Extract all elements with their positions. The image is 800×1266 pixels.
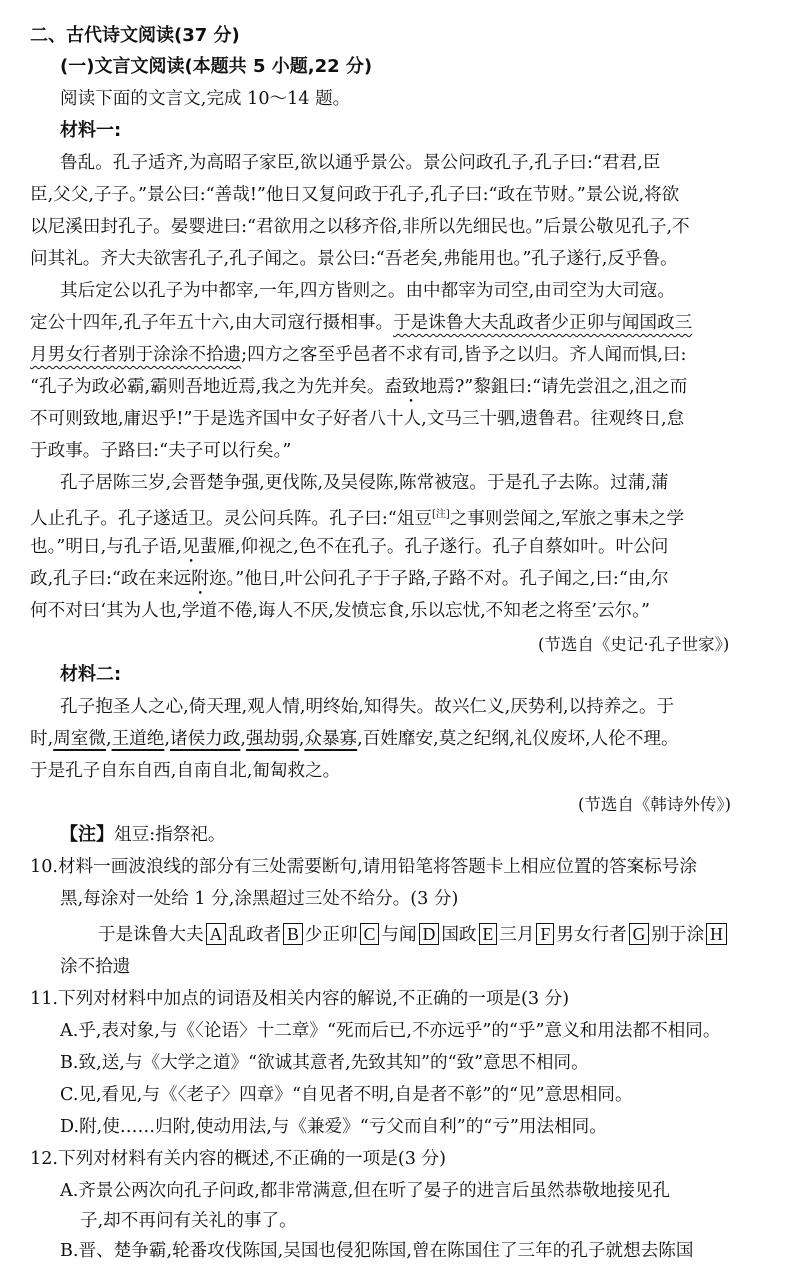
material1-paragraph2-line [30,372,687,402]
break-mark-g[interactable]: G [629,923,650,945]
break-mark-b[interactable]: B [283,923,303,945]
material1-paragraph2-line: 其后定公以孔子为中都宰,一年,四方皆则之。由中都宰为司空,由司空为大司寇。 [60,281,675,301]
break-mark-d[interactable]: D [419,923,440,945]
passage-segment: 三月 [499,925,535,945]
passage-segment: 国政 [441,925,477,945]
material1-paragraph3-line: 孔子居陈三岁,会晋楚争强,更伐陈,及吴侵陈,陈常被寇。于是孔子去陈。过蒲,蒲 [60,473,669,493]
material2-line: 时,周室微,王道绝,诸侯力政,强劫弱,众暴寡,百姓靡安,莫之纪纲,礼仪废坏,人伦不理。 [30,729,679,749]
underlined-phrase: 众暴寡 [304,729,358,749]
dotted-word-fu: 附 [191,569,209,589]
break-mark-e[interactable]: E [479,923,498,945]
material1-paragraph3-line [30,564,669,594]
plain-text: 也。”明日,与孔子语, [30,537,183,557]
passage-segment: 男女行者 [556,925,627,945]
material1-paragraph3-line [30,532,668,562]
material1-paragraph1-line: 以尼溪田封孔子。晏婴进曰:“君欲用之以移齐俗,非所以先细民也。”后景公敬见孔子,不 [30,217,690,237]
dotted-word-zhi: 致 [402,377,420,397]
question-11-stem: 11.下列对材料中加点的词语及相关内容的解说,不正确的一项是(3 分) [30,989,570,1009]
passage-segment: 与闻 [381,925,417,945]
question-12-option-a-continued: 子,却不再问有关礼的事了。 [80,1211,297,1231]
material1-paragraph2-line: 不可则致地,庸迟乎!”于是选齐国中女子好者八十人,文马三十驷,遗鲁君。往观终日,怠 [30,409,685,429]
material2-label: 材料二: [60,664,122,685]
underlined-phrase: 诸侯力政 [169,729,241,749]
underlined-phrase: 强劫弱 [245,729,299,749]
plain-text: 蜚雁,仰视之,色不在孔子。孔子遂行。孔子自蔡如叶。叶公问 [199,537,669,557]
material1-paragraph3-line [30,500,684,530]
passage-segment: 于是诛鲁大夫 [98,925,204,945]
passage-segment: 少正卯 [304,925,358,945]
plain-text: 迩。”他日,叶公问孔子于子路,子路不对。孔子闻之,曰:“由,尔 [208,569,669,589]
question-10-answer-line [98,920,729,950]
question-10-tail: 涂不拾遗 [60,957,131,977]
question-10-stem: 10.材料一画波浪线的部分有三处需要断句,请用铅笔将答题卡上相应位置的答案标号涂 [30,857,697,877]
plain-text: 地焉?”黎鉏曰:“请先尝沮之,沮之而 [419,377,688,397]
plain-text: 政,孔子曰:“政在来远 [30,569,192,589]
plain-text: 定公十四年,孔子年五十六,由大司寇行摄相事。 [30,313,394,333]
plain-text: “孔子为政必霸,霸则吾地近焉,我之为先并矣。盍 [30,377,403,397]
plain-text: 时, [30,729,54,749]
underlined-phrase: 王道绝 [111,729,165,749]
wavy-underlined-passage: 月男女行者别于涂涂不拾遗 [30,345,242,365]
question-12-option-a[interactable]: A.齐景公两次向孔子问政,都非常满意,但在听了晏子的进言后虽然恭敬地接见孔 [60,1181,671,1201]
material1-paragraph1-line: 问其礼。齐大夫欲害孔子,孔子闻之。景公曰:“吾老矣,弗能用也。”孔子遂行,反乎鲁。 [30,249,678,269]
plain-text: 之事则尝闻之,军旅之事未之学 [449,508,685,529]
question-11-option-d[interactable]: D.附,使……归附,使动用法,与《兼爱》“亏父而自利”的“亏”用法相同。 [60,1117,607,1137]
material1-label: 材料一: [60,120,122,141]
question-10-stem: 黑,每涂对一处给 1 分,涂黑超过三处不给分。(3 分) [60,889,459,909]
subsection-title: (一)文言文阅读(本题共 5 小题,22 分) [60,56,373,77]
material1-paragraph1-line: 鲁乱。孔子适齐,为高昭子家臣,欲以通乎景公。景公问政孔子,孔子曰:“君君,臣 [60,153,661,173]
material2-line: 于是孔子自东自西,自南自北,匍匐救之。 [30,761,341,781]
plain-text: 人止孔子。孔子遂适卫。灵公问兵阵。孔子曰:“俎豆 [30,508,432,529]
passage-segment: 别于涂 [651,925,705,945]
note-marker: [注] [432,509,450,520]
section-title: 二、古代诗文阅读(37 分) [30,25,240,46]
material1-source: (节选自《史记·孔子世家》) [538,635,730,654]
material2-line: 孔子抱圣人之心,倚天理,观人情,明终始,知得失。故兴仁义,厌势利,以持养之。于 [60,697,675,717]
break-mark-c[interactable]: C [360,923,380,945]
dotted-word-jian: 见 [182,537,200,557]
material2-source: (节选自《韩诗外传》) [578,795,732,814]
material1-paragraph2-line: 于政事。子路曰:“夫子可以行矣。” [30,441,292,461]
annotation-note [60,820,226,850]
question-11-option-a[interactable]: A.乎,表对象,与《〈论语〉十二章》“死而后已,不亦远乎”的“乎”意义和用法都不相同。 [60,1021,721,1041]
material1-paragraph2-line [30,340,686,370]
question-12-option-b[interactable]: B.晋、楚争霸,轮番攻伐陈国,吴国也侵犯陈国,曾在陈国住了三年的孔子就想去陈国 [60,1241,694,1261]
break-mark-a[interactable]: A [206,923,227,945]
break-mark-h[interactable]: H [706,923,727,945]
plain-text: ,百姓靡安,莫之纪纲,礼仪废坏,人伦不理。 [357,729,679,749]
material1-paragraph3-line: 何不对曰‘其为人也,学道不倦,诲人不厌,发愤忘食,乐以忘忧,不知老之将至’云尔。” [30,601,650,621]
note-text: 俎豆:指祭祀。 [114,825,226,845]
break-mark-f[interactable]: F [536,923,554,945]
material1-paragraph1-line: 臣,父父,子子。”景公曰:“善哉!”他日又复问政于孔子,孔子曰:“政在节财。”景公说,将欲 [30,185,680,205]
underlined-phrase: 周室微 [53,729,106,749]
question-11-option-c[interactable]: C.见,看见,与《〈老子〉四章》“自见者不明,自是者不彰”的“见”意思相同。 [60,1085,633,1105]
material1-paragraph2-line [30,308,692,338]
question-12-stem: 12.下列对材料有关内容的概述,不正确的一项是(3 分) [30,1149,446,1169]
passage-segment: 乱政者 [228,925,282,945]
reading-instruction: 阅读下面的文言文,完成 10～14 题。 [60,89,351,109]
wavy-underlined-passage: 于是诛鲁大夫乱政者少正卯与闻国政三 [393,313,693,333]
plain-text: ;四方之客至乎邑者不求有司,皆予之以归。齐人闻而惧,曰: [241,345,687,365]
question-11-option-b[interactable]: B.致,送,与《大学之道》“欲诚其意者,先致其知”的“致”意思不相同。 [60,1053,589,1073]
note-label: 【注】 [60,824,114,845]
